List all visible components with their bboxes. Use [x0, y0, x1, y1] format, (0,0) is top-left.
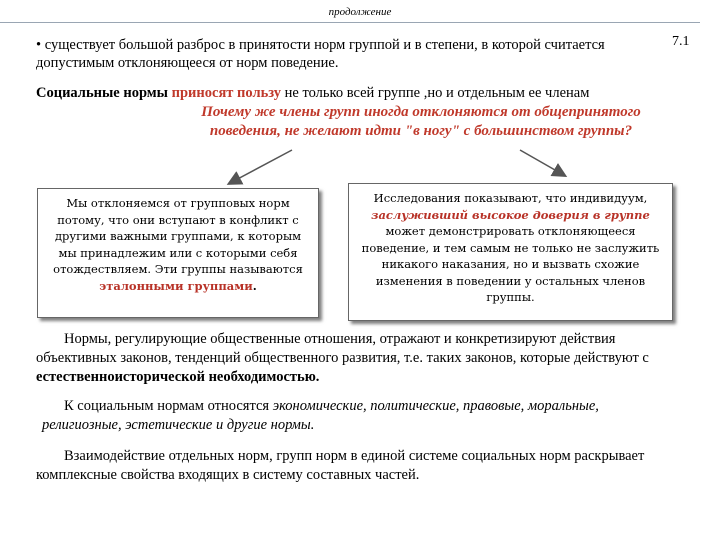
paragraph2-text: К социальным нормам относятся: [64, 398, 273, 414]
reference-groups-term: эталонными группами: [99, 278, 253, 293]
paragraph1-bold: естественноисторической необходимостью.: [36, 369, 320, 385]
trusted-individual-box: [348, 183, 673, 321]
right-box-text2: может демонстрировать отклоняющееся поведение, и тем самым не только не заслужить никакого наказания, но и вызвать схожие изменения в поведении у остальных членов группы.: [361, 224, 660, 304]
header-divider: [0, 22, 700, 23]
paragraph-norm-types: [42, 397, 682, 435]
slide-header: продолжение: [328, 6, 392, 18]
bullet-point: • существует большой разброс в принятости норм группой и в степени, в которой считается допустимым отклоняющееся от норм поведение.: [36, 37, 605, 71]
right-box-text1: Исследования показывают, что индивидуум,: [373, 191, 648, 205]
trusted-individual-term: заслуживший высокое доверия в группе: [371, 207, 650, 222]
social-norms-statement: [36, 84, 676, 102]
norms-part1: Социальные нормы: [36, 85, 172, 101]
page-number: 7.1: [672, 34, 690, 49]
arrow-right: [520, 150, 562, 174]
paragraph2-italic: экономические, политические, правовые, моральные, религиозные, эстетические и другие нормы.: [42, 398, 599, 433]
norms-highlight: приносят пользу: [171, 85, 282, 101]
norms-part2: не только всей группе ,но и отдельным ее членам: [281, 85, 590, 101]
paragraph-interaction: Взаимодействие отдельных норм, групп норм в единой системе социальных норм раскрывает комплексные свойства входящих в систему составных частей.: [36, 448, 645, 483]
arrow-left: [232, 150, 292, 182]
reference-groups-box: [37, 188, 319, 318]
left-box-text: Мы отклоняемся от групповых норм потому, что они вступают в конфликт с другими важными группами, к которым мы принадлежим или с которыми себя отождествляем. Эти группы называются: [53, 196, 303, 276]
left-box-tail: .: [252, 278, 257, 293]
paragraph-laws: [36, 330, 696, 387]
paragraph1-text: Нормы, регулирующие общественные отношения, отражают и конкретизируют действия объективных законов, тенденций общественного развития, т.е. таких законов, которые действуют с: [36, 331, 649, 366]
key-question: Почему же члены групп иногда отклоняются от общепринятого поведения, не желают идти "в ногу" с большинством группы?: [201, 104, 641, 139]
